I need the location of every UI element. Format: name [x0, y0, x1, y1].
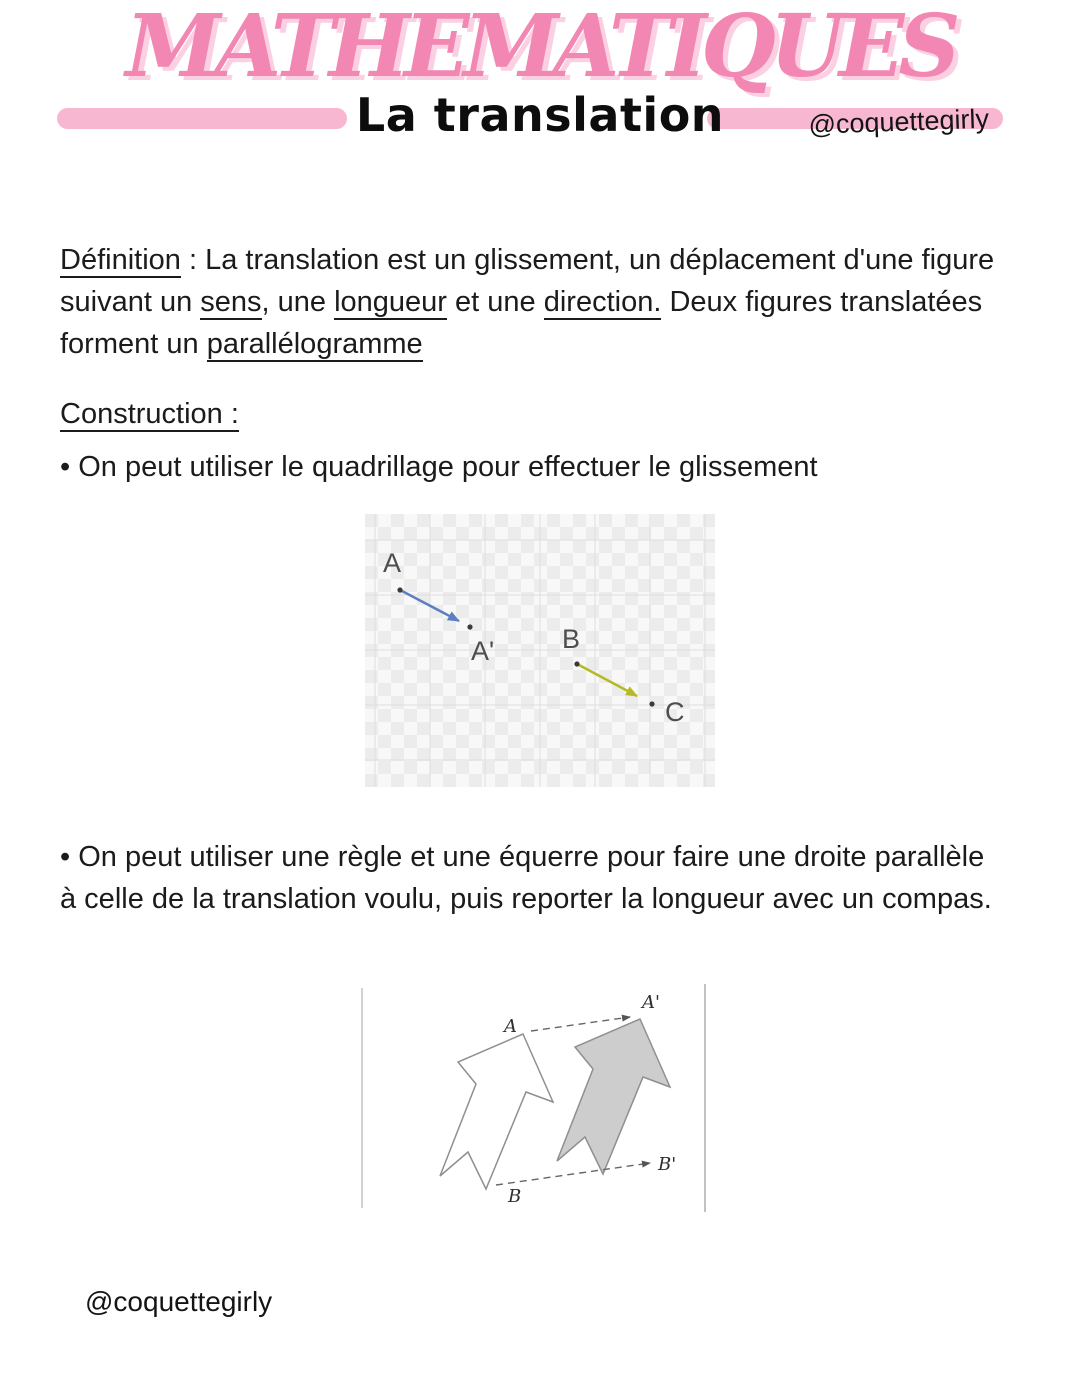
label-a-prime: A': [642, 992, 660, 1013]
social-handle-top: @coquettegirly: [808, 103, 990, 140]
definition-term: Définition: [60, 244, 181, 276]
label-a: A: [504, 1016, 517, 1037]
social-handle-bottom: @coquettegirly: [85, 1286, 273, 1317]
label-a-prime: A': [471, 636, 495, 666]
bullet-ruler-method: • On peut utiliser une règle et une équerre pour faire une droite parallèle à celle de la translation voulu, puis reporter la longueur avec un compas.: [60, 841, 992, 915]
definition-text-2: , une: [261, 286, 335, 318]
point-b: [574, 661, 579, 666]
grid-translation-figure: [365, 514, 715, 787]
translated-arrow-shape: [557, 1019, 670, 1174]
label-b-prime: B': [658, 1154, 677, 1175]
label-a: A: [383, 548, 402, 578]
bullet-grid-method: • On peut utiliser le quadrillage pour effectuer le glissement: [60, 451, 818, 483]
construction-heading: [60, 393, 239, 435]
label-b: B: [562, 624, 581, 654]
definition-underline-parallelogramme: parallélogramme: [206, 328, 423, 360]
label-b: B: [508, 1186, 522, 1207]
definition-text-3: et une: [446, 286, 544, 318]
dashed-line-b-to-b-prime: [496, 1163, 650, 1185]
point-a-prime: [467, 624, 472, 629]
page-title: La translation: [355, 88, 725, 142]
original-arrow-shape: [440, 1034, 553, 1189]
definition-text-4: Deux figures translatées forment un: [60, 286, 983, 360]
definition-paragraph: [60, 239, 1025, 365]
label-c: C: [665, 697, 685, 727]
script-title: MATHEMATIQUES: [125, 0, 955, 97]
definition-underline-direction: direction.: [543, 286, 662, 318]
point-a: [397, 587, 402, 592]
construction-heading-text: Construction :: [60, 398, 239, 430]
definition-underline-longueur: longueur: [334, 286, 447, 318]
definition-underline-sens: sens: [200, 286, 262, 318]
point-c: [649, 701, 654, 706]
parallel-translation-figure: [358, 984, 710, 1212]
definition-text-1: : La translation est un glissement, un déplacement d'une figure suivant un: [60, 244, 995, 318]
